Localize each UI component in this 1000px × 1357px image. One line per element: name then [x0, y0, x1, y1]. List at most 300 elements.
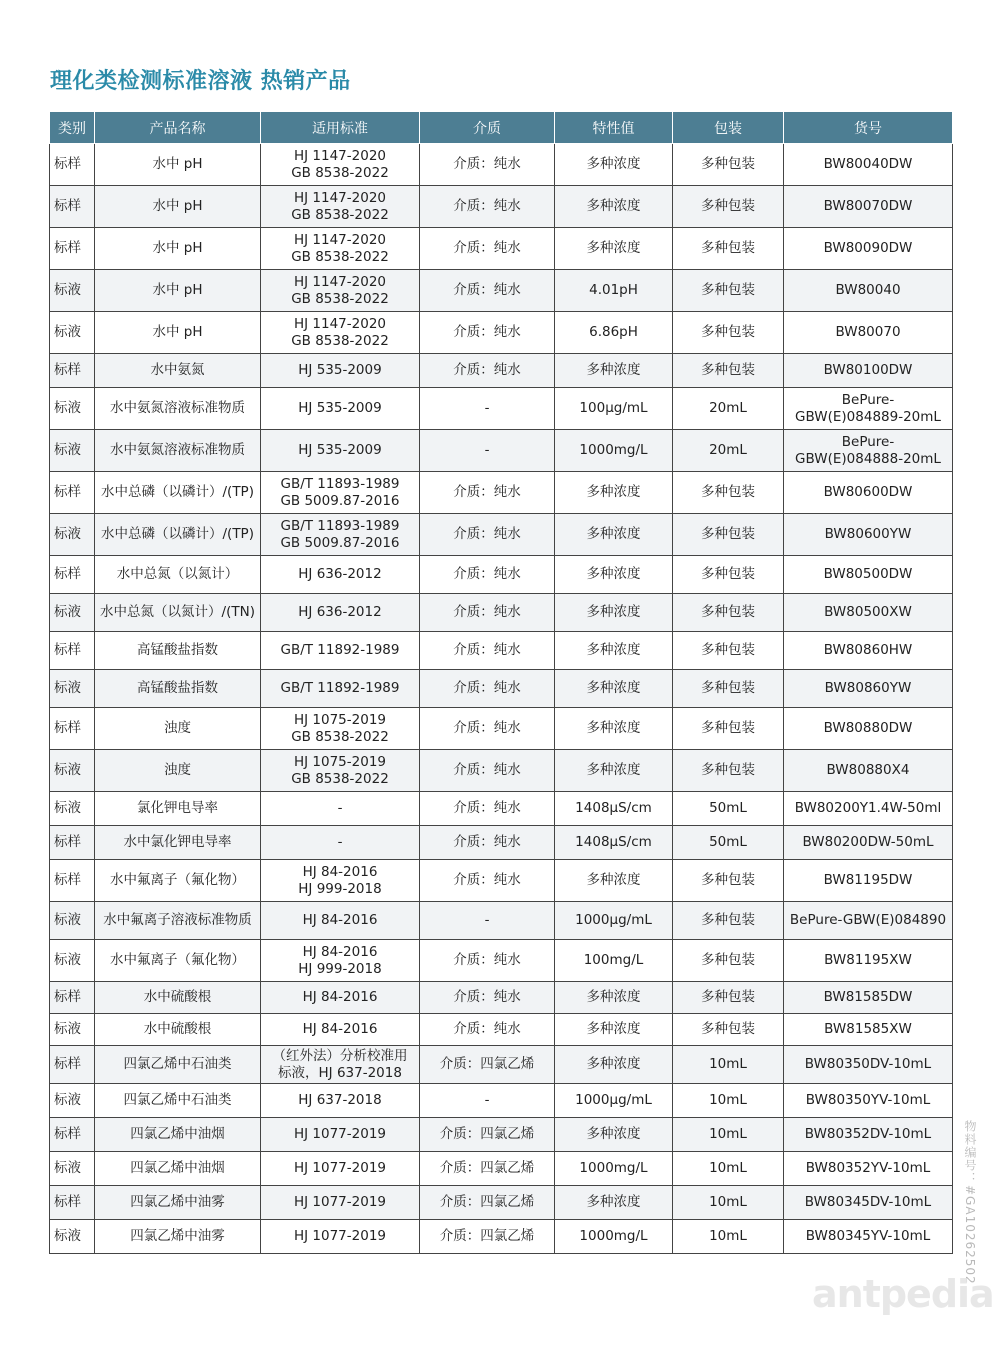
standard-line: HJ 1147-2020: [293, 189, 386, 206]
standard-line: GB/T 11892-1989: [280, 642, 400, 658]
item-code-line: BW80500DW: [823, 566, 913, 582]
table-row: [50, 594, 953, 632]
standard-cell: [261, 388, 420, 430]
category-text: 标样: [54, 834, 81, 850]
medium-cell: [420, 750, 555, 792]
table-header-row: [50, 112, 953, 144]
category-text: 标液: [54, 762, 81, 778]
standard-cell: [261, 750, 420, 792]
standard-line: HJ 1147-2020: [293, 315, 386, 332]
table-row: [50, 1084, 953, 1118]
value-cell: [555, 312, 673, 354]
package-text: 10mL: [709, 1160, 747, 1176]
category-text: 标样: [54, 989, 81, 1005]
package-cell: [673, 982, 784, 1014]
standard-line: HJ 637-2018: [298, 1092, 382, 1108]
medium-cell: [420, 670, 555, 708]
item-code-cell: [784, 1152, 953, 1186]
value-cell: [555, 1186, 673, 1220]
value-text: 1000mg/L: [579, 442, 648, 458]
product-name-text: 水中氨氮溶液标准物质: [110, 400, 245, 416]
value-text: 多种浓度: [586, 720, 641, 736]
category-cell: [50, 228, 95, 270]
package-cell: [673, 1014, 784, 1046]
category-text: 标样: [54, 484, 81, 500]
item-code-line: BW80070: [835, 324, 901, 340]
value-text: 多种浓度: [586, 762, 641, 778]
package-cell: [673, 186, 784, 228]
medium-text: -: [484, 400, 490, 416]
product-name-text: 水中总磷（以磷计）/(TP): [101, 484, 254, 500]
standard-cell: [261, 940, 420, 982]
package-text: 10mL: [709, 1228, 747, 1244]
standard-line: HJ 535-2009: [298, 400, 382, 416]
medium-cell: [420, 514, 555, 556]
medium-cell: [420, 826, 555, 860]
standard-cell: [261, 1118, 420, 1152]
header-standard: 适用标准: [261, 112, 420, 144]
item-code-line: BePure-: [841, 391, 895, 408]
item-code-line: BW80040: [835, 282, 901, 298]
table-row: [50, 860, 953, 902]
standard-line: HJ 84-2016: [302, 943, 378, 960]
standard-line: GB 5009.87-2016: [280, 534, 400, 551]
standard-cell: [261, 982, 420, 1014]
medium-text: 介质：四氯乙烯: [439, 1194, 535, 1210]
standard-line: HJ 84-2016: [302, 1021, 378, 1037]
medium-cell: [420, 144, 555, 186]
product-name-text: 水中氟离子溶液标准物质: [103, 912, 252, 928]
medium-text: 介质：四氯乙烯: [439, 1056, 535, 1072]
category-text: 标样: [54, 566, 81, 582]
value-cell: [555, 354, 673, 388]
category-cell: [50, 792, 95, 826]
value-text: 多种浓度: [586, 362, 641, 378]
item-code-cell: [784, 228, 953, 270]
table-row: [50, 144, 953, 186]
item-code-line: BW80352DV-10mL: [804, 1126, 932, 1142]
package-cell: [673, 312, 784, 354]
page-title: 理化类检测标准溶液 热销产品: [50, 69, 351, 94]
item-code-line: BW81195DW: [823, 872, 913, 888]
item-code-cell: [784, 354, 953, 388]
value-cell: [555, 144, 673, 186]
category-text: 标样: [54, 642, 81, 658]
package-cell: [673, 940, 784, 982]
table-row: [50, 388, 953, 430]
standard-line: HJ 999-2018: [298, 880, 382, 897]
category-text: 标液: [54, 324, 81, 340]
value-cell: [555, 556, 673, 594]
medium-text: 介质：纯水: [453, 720, 521, 736]
standard-line: GB 8538-2022: [291, 164, 389, 181]
medium-text: 介质：四氯乙烯: [439, 1126, 535, 1142]
standard-line: HJ 636-2012: [298, 566, 382, 582]
medium-cell: [420, 902, 555, 940]
medium-text: 介质：纯水: [453, 604, 521, 620]
header-product-name: 产品名称: [95, 112, 261, 144]
standard-line: HJ 1077-2019: [293, 1194, 386, 1210]
item-code-line: BW80200Y1.4W-50ml: [794, 800, 942, 816]
product-name-cell: [95, 430, 261, 472]
value-cell: [555, 750, 673, 792]
value-text: 1408μS/cm: [575, 800, 652, 816]
package-text: 多种包装: [701, 1021, 755, 1037]
item-code-cell: [784, 186, 953, 228]
value-cell: [555, 632, 673, 670]
package-text: 10mL: [709, 1194, 747, 1210]
standard-line: GB 8538-2022: [291, 206, 389, 223]
medium-text: 介质：纯水: [453, 362, 521, 378]
value-text: 多种浓度: [586, 872, 641, 888]
item-code-cell: [784, 1046, 953, 1084]
product-name-cell: [95, 1152, 261, 1186]
product-name-text: 四氯乙烯中石油类: [123, 1092, 232, 1108]
package-cell: [673, 670, 784, 708]
value-cell: [555, 514, 673, 556]
package-text: 10mL: [709, 1092, 747, 1108]
standard-cell: [261, 1046, 420, 1084]
standard-line: -: [337, 834, 343, 850]
table-row: [50, 1046, 953, 1084]
medium-cell: [420, 312, 555, 354]
item-code-cell: [784, 860, 953, 902]
standard-line: HJ 1147-2020: [293, 231, 386, 248]
item-code-line: BW80090DW: [823, 240, 913, 256]
item-code-line: BW80070DW: [823, 198, 913, 214]
package-text: 多种包装: [701, 912, 755, 928]
value-text: 多种浓度: [586, 1056, 641, 1072]
standard-cell: [261, 270, 420, 312]
medium-text: 介质：纯水: [453, 642, 521, 658]
category-cell: [50, 750, 95, 792]
product-name-text: 水中氯化钾电导率: [123, 834, 232, 850]
value-text: 多种浓度: [586, 566, 641, 582]
medium-text: 介质：四氯乙烯: [439, 1160, 535, 1176]
value-text: 6.86pH: [589, 324, 638, 340]
package-text: 50mL: [709, 800, 747, 816]
package-text: 多种包装: [701, 362, 755, 378]
medium-text: 介质：纯水: [453, 1021, 521, 1037]
item-code-cell: [784, 144, 953, 186]
category-cell: [50, 1046, 95, 1084]
standard-line: （红外法）分析校准用: [272, 1047, 408, 1064]
product-name-cell: [95, 556, 261, 594]
standard-cell: [261, 144, 420, 186]
table-row: [50, 1152, 953, 1186]
category-text: 标样: [54, 872, 81, 888]
value-cell: [555, 902, 673, 940]
category-text: 标样: [54, 1056, 81, 1072]
product-name-cell: [95, 826, 261, 860]
standard-cell: [261, 594, 420, 632]
item-code-line: BW80345DV-10mL: [804, 1194, 932, 1210]
product-name-text: 水中 pH: [152, 240, 203, 256]
category-text: 标液: [54, 442, 81, 458]
package-text: 多种包装: [701, 989, 755, 1005]
value-text: 100mg/L: [583, 952, 644, 968]
medium-cell: [420, 1220, 555, 1254]
value-text: 多种浓度: [586, 484, 641, 500]
table-row: [50, 940, 953, 982]
item-code-cell: [784, 826, 953, 860]
standard-cell: [261, 312, 420, 354]
package-cell: [673, 472, 784, 514]
standard-cell: [261, 1186, 420, 1220]
medium-cell: [420, 472, 555, 514]
standard-line: HJ 84-2016: [302, 989, 378, 1005]
header-item-code: 货号: [784, 112, 953, 144]
item-code-line: BW81585XW: [824, 1021, 912, 1037]
table-row: [50, 1220, 953, 1254]
medium-cell: [420, 388, 555, 430]
product-name-cell: [95, 1014, 261, 1046]
item-code-line: BW80040DW: [823, 156, 913, 172]
value-cell: [555, 1046, 673, 1084]
category-cell: [50, 472, 95, 514]
product-name-text: 浊度: [164, 762, 191, 778]
package-cell: [673, 354, 784, 388]
category-cell: [50, 1152, 95, 1186]
package-text: 20mL: [709, 442, 747, 458]
medium-cell: [420, 270, 555, 312]
medium-cell: [420, 1084, 555, 1118]
standard-cell: [261, 514, 420, 556]
medium-cell: [420, 860, 555, 902]
medium-cell: [420, 708, 555, 750]
package-text: 多种包装: [701, 156, 755, 172]
medium-text: 介质：纯水: [453, 989, 521, 1005]
item-code-cell: [784, 750, 953, 792]
standard-line: HJ 636-2012: [298, 604, 382, 620]
medium-text: 介质：纯水: [453, 156, 521, 172]
standard-line: HJ 1147-2020: [293, 273, 386, 290]
value-text: 1000mg/L: [579, 1160, 648, 1176]
medium-cell: [420, 556, 555, 594]
value-text: 多种浓度: [586, 156, 641, 172]
product-name-cell: [95, 354, 261, 388]
value-text: 多种浓度: [586, 240, 641, 256]
package-cell: [673, 594, 784, 632]
category-cell: [50, 354, 95, 388]
package-text: 多种包装: [701, 566, 755, 582]
medium-cell: [420, 1186, 555, 1220]
table-row: [50, 708, 953, 750]
category-cell: [50, 860, 95, 902]
package-text: 多种包装: [701, 324, 755, 340]
product-name-cell: [95, 1186, 261, 1220]
product-name-text: 四氯乙烯中油雾: [130, 1228, 225, 1244]
products-table: [49, 111, 953, 1254]
standard-line: GB/T 11893-1989: [280, 475, 400, 492]
standard-cell: [261, 354, 420, 388]
product-name-text: 四氯乙烯中油烟: [130, 1126, 225, 1142]
item-code-cell: [784, 270, 953, 312]
item-code-cell: [784, 940, 953, 982]
table-row: [50, 354, 953, 388]
standard-line: HJ 1075-2019: [293, 711, 386, 728]
item-code-cell: [784, 594, 953, 632]
standard-cell: [261, 670, 420, 708]
value-cell: [555, 472, 673, 514]
product-name-cell: [95, 902, 261, 940]
item-code-line: BW80860HW: [823, 642, 913, 658]
value-text: 多种浓度: [586, 604, 641, 620]
category-cell: [50, 1084, 95, 1118]
package-cell: [673, 514, 784, 556]
item-code-cell: [784, 388, 953, 430]
table-row: [50, 670, 953, 708]
medium-cell: [420, 228, 555, 270]
category-text: 标液: [54, 680, 81, 696]
value-text: 多种浓度: [586, 1194, 641, 1210]
package-text: 20mL: [709, 400, 747, 416]
medium-text: 介质：纯水: [453, 282, 521, 298]
package-text: 多种包装: [701, 604, 755, 620]
package-text: 多种包装: [701, 484, 755, 500]
table-row: [50, 826, 953, 860]
medium-text: 介质：四氯乙烯: [439, 1228, 535, 1244]
category-text: 标样: [54, 240, 81, 256]
package-text: 多种包装: [701, 198, 755, 214]
item-code-line: BW80345YV-10mL: [805, 1228, 931, 1244]
product-name-text: 水中 pH: [152, 156, 203, 172]
product-name-text: 水中 pH: [152, 282, 203, 298]
standard-cell: [261, 228, 420, 270]
table-row: [50, 186, 953, 228]
standard-line: GB 5009.87-2016: [280, 492, 400, 509]
medium-cell: [420, 1014, 555, 1046]
product-name-text: 水中 pH: [152, 324, 203, 340]
value-cell: [555, 860, 673, 902]
product-name-cell: [95, 750, 261, 792]
item-code-line: BePure-: [841, 433, 895, 450]
item-code-cell: [784, 632, 953, 670]
medium-text: -: [484, 442, 490, 458]
package-text: 多种包装: [701, 720, 755, 736]
package-cell: [673, 270, 784, 312]
table-row: [50, 792, 953, 826]
standard-cell: [261, 632, 420, 670]
watermark-logo: antpedia: [812, 1272, 994, 1316]
category-text: 标液: [54, 604, 81, 620]
package-cell: [673, 708, 784, 750]
package-text: 多种包装: [701, 526, 755, 542]
item-code-line: BW80350DV-10mL: [804, 1056, 932, 1072]
item-code-line: BW80100DW: [823, 362, 913, 378]
standard-cell: [261, 472, 420, 514]
standard-line: -: [337, 800, 343, 816]
item-code-cell: [784, 472, 953, 514]
standard-cell: [261, 826, 420, 860]
item-code-line: BW81195XW: [824, 952, 912, 968]
category-text: 标样: [54, 156, 81, 172]
value-text: 多种浓度: [586, 526, 641, 542]
category-text: 标液: [54, 282, 81, 298]
value-cell: [555, 826, 673, 860]
value-cell: [555, 594, 673, 632]
category-text: 标样: [54, 1194, 81, 1210]
category-cell: [50, 594, 95, 632]
item-code-line: BW80880DW: [823, 720, 913, 736]
value-cell: [555, 270, 673, 312]
medium-text: 介质：纯水: [453, 324, 521, 340]
medium-text: -: [484, 1092, 490, 1108]
category-text: 标液: [54, 1228, 81, 1244]
product-name-cell: [95, 670, 261, 708]
product-name-cell: [95, 514, 261, 556]
standard-line: HJ 535-2009: [298, 362, 382, 378]
standard-cell: [261, 1084, 420, 1118]
item-code-cell: [784, 312, 953, 354]
header-category: 类别: [50, 112, 95, 144]
item-code-cell: [784, 556, 953, 594]
item-code-line: BW80600YW: [824, 526, 912, 542]
medium-cell: [420, 1152, 555, 1186]
table-row: [50, 472, 953, 514]
standard-line: HJ 999-2018: [298, 960, 382, 977]
product-name-text: 水中 pH: [152, 198, 203, 214]
standard-cell: [261, 1014, 420, 1046]
product-name-cell: [95, 1118, 261, 1152]
medium-text: 介质：纯水: [453, 566, 521, 582]
standard-line: GB 8538-2022: [291, 770, 389, 787]
package-text: 多种包装: [701, 872, 755, 888]
package-cell: [673, 1046, 784, 1084]
standard-cell: [261, 1220, 420, 1254]
medium-text: 介质：纯水: [453, 484, 521, 500]
value-cell: [555, 388, 673, 430]
product-name-cell: [95, 1084, 261, 1118]
product-name-cell: [95, 708, 261, 750]
category-cell: [50, 826, 95, 860]
category-cell: [50, 186, 95, 228]
product-name-text: 氯化钾电导率: [137, 800, 218, 816]
item-code-line: BW80880X4: [826, 762, 910, 778]
standard-cell: [261, 708, 420, 750]
category-text: 标样: [54, 362, 81, 378]
category-cell: [50, 708, 95, 750]
table-row: [50, 982, 953, 1014]
item-code-cell: [784, 982, 953, 1014]
package-text: 10mL: [709, 1126, 747, 1142]
package-cell: [673, 902, 784, 940]
value-text: 4.01pH: [589, 282, 638, 298]
item-code-cell: [784, 430, 953, 472]
standard-line: 标液，HJ 637-2018: [278, 1064, 402, 1081]
product-name-cell: [95, 270, 261, 312]
category-cell: [50, 388, 95, 430]
medium-text: 介质：纯水: [453, 872, 521, 888]
item-code-line: BW80600DW: [823, 484, 913, 500]
standard-cell: [261, 1152, 420, 1186]
value-text: 多种浓度: [586, 1021, 641, 1037]
product-name-cell: [95, 632, 261, 670]
category-cell: [50, 982, 95, 1014]
package-cell: [673, 430, 784, 472]
medium-text: 介质：纯水: [453, 952, 521, 968]
value-cell: [555, 1220, 673, 1254]
product-name-cell: [95, 982, 261, 1014]
category-text: 标样: [54, 720, 81, 736]
medium-text: 介质：纯水: [453, 800, 521, 816]
value-text: 多种浓度: [586, 989, 641, 1005]
product-name-text: 水中硫酸根: [143, 1021, 212, 1037]
product-name-cell: [95, 1220, 261, 1254]
medium-text: 介质：纯水: [453, 680, 521, 696]
product-name-cell: [95, 594, 261, 632]
product-name-text: 四氯乙烯中石油类: [123, 1056, 232, 1072]
